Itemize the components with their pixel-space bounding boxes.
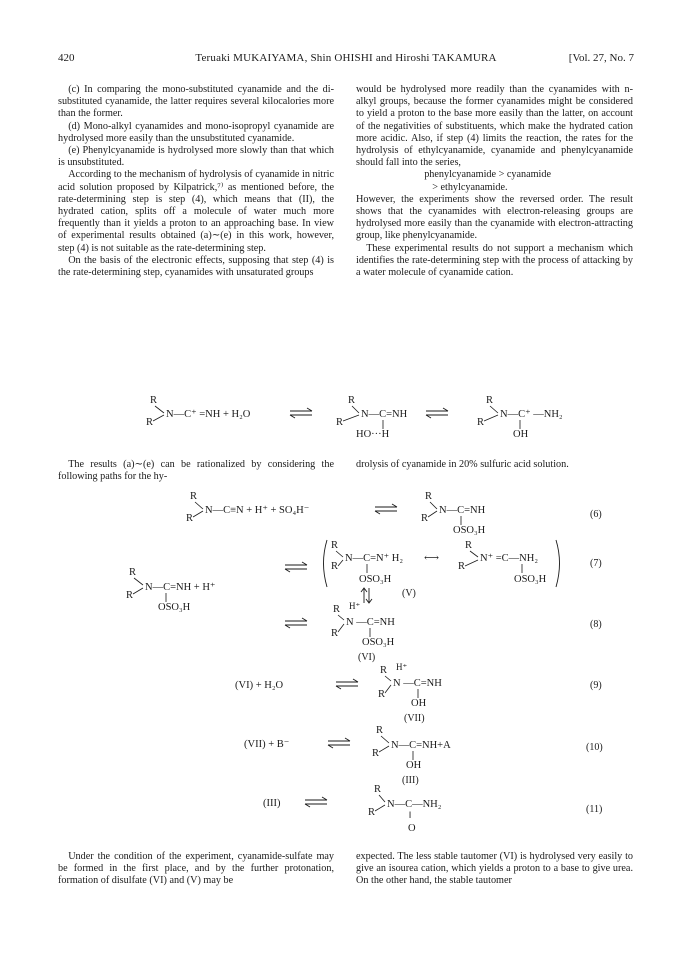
substituent-r: R [150, 395, 158, 406]
equation-number: (9) [590, 680, 602, 691]
substituent-r: R [333, 604, 341, 615]
formula: (VII) + B⁻ [244, 739, 290, 750]
formula-substituent: OSO₃H [514, 574, 547, 585]
substituent-r: R [331, 628, 339, 639]
paragraph: On the basis of the electronic effects, supposing that step (4) is the rate-determining step, cyanamides with unsaturated groups [58, 254, 334, 279]
left-column-bottom [58, 851, 334, 888]
formula: N—C=NH [439, 505, 486, 516]
substituent-r: R [425, 491, 433, 502]
paragraph: expected. The less stable tautomer (VI) is hydrolysed very easily to give an isourea cation, which yields a proton to a base to give urea. On the other hand, the stable tautomer [356, 851, 633, 887]
substituent-r: R [374, 784, 382, 795]
formula-substituent: OH [411, 698, 427, 709]
formula: N—C≡N + H⁺ + SO₄H⁻ [205, 505, 310, 516]
paragraph: (d) Mono-alkyl cyanamides and mono-isopropyl cyanamide are hydrolysed more easily than the unsubstituted cyanamide. [58, 120, 334, 144]
substituent-r: R [331, 561, 339, 572]
substituent-r: R [378, 689, 386, 700]
paragraph: The results (a)∼(e) can be rationalized by considering the following paths for the hy- [58, 459, 334, 483]
equation-number: (11) [586, 804, 603, 815]
rate-series-line-1: phenylcyanamide > cyanamide [424, 169, 551, 181]
substituent-r: R [368, 807, 376, 818]
substituent-r: R [477, 417, 485, 428]
reactant-sulfate [126, 567, 215, 613]
formula-substituent: OSO₃H [453, 525, 486, 536]
equation-10 [244, 725, 603, 786]
compound-label: (VII) [404, 713, 425, 724]
paragraph: These experimental results do not support a mechanism which identifies the rate-determining step with the process of attacking by a water molecule of cyanamide cation. [356, 242, 633, 279]
equation-6 [186, 491, 602, 536]
equation-8 [285, 601, 602, 663]
formula: N—C⁺ —NH₂ [500, 409, 563, 420]
formula-substituent: O [408, 823, 416, 834]
equation-top [146, 395, 563, 440]
proton-label: H⁺ [396, 662, 408, 672]
running-title: Teruaki MUKAIYAMA, Shin OHISHI and Hiroshi TAKAMURA [195, 52, 497, 64]
paragraph: According to the mechanism of hydrolysis of cyanamide in nitric acid solution proposed by Kilpatrick,⁷⁾ as mentioned before, the rate-determining step is step (4), which means that (II), the hydrated cation, splits off a molecule of water much more frequently than it yields a proton to an approaching base. In view of experimental results obtained (a)∼(e) in this work, however, step (4) is not suitable as the rate-determining step. [58, 169, 334, 254]
formula: N—C—NH₂ [387, 799, 442, 810]
formula: N—C⁺ =NH + H₂O [166, 409, 251, 420]
formula: N—C=NH [361, 409, 408, 420]
substituent-r: R [129, 567, 137, 578]
paragraph: However, the experiments show the reversed order. The result shows that the cyanamides with electron-releasing groups are hydrolysed more easily than the cyanamide with electron-attracting group, like phenylcyanamide. [356, 193, 633, 242]
formula: N—C=NH+A [391, 740, 451, 751]
formula: N—C=N⁺ H₂ [345, 553, 404, 564]
equation-number: (6) [590, 509, 602, 520]
formula-substituent: HO···H [356, 429, 390, 440]
formula: N—C=NH + H⁺ [145, 582, 216, 593]
substituent-r: R [186, 513, 194, 524]
substituent-r: R [348, 395, 356, 406]
substituent-r: R [380, 665, 388, 676]
substituent-r: R [465, 540, 473, 551]
substituent-r: R [458, 561, 466, 572]
substituent-r: R [486, 395, 494, 406]
equation-number: (7) [590, 558, 602, 569]
paragraph: drolysis of cyanamide in 20% sulfuric acid solution. [356, 459, 569, 470]
equation-9 [235, 662, 602, 724]
volume-info: [Vol. 27, No. 7 [568, 52, 634, 64]
formula-substituent: OH [406, 760, 422, 771]
formula-substituent: OSO₃H [158, 602, 191, 613]
formula: N⁺ =C—NH₂ [480, 553, 539, 564]
substituent-r: R [336, 417, 344, 428]
substituent-r: R [376, 725, 384, 736]
paragraph: (c) In comparing the mono-substituted cyanamide and the di-substituted cyanamide, the latter requires several kilocalories more than the former. [58, 84, 334, 120]
substituent-r: R [372, 748, 380, 759]
paragraph: would be hydrolysed more readily than the cyanamides with n-alkyl groups, because the former cyanamides might be considered to yield a proton to the base more easily than the latter, on account of the negativities of substituents, which make the hydrated cation more acidic. Also, if step (4) limits the reaction, the rates for the hydrolysis of ethylcyanamide, cyanamide and phenylcyanamide should fall into the series, [356, 84, 633, 169]
right-column-bottom [356, 851, 633, 888]
equation-11 [263, 784, 602, 834]
formula-substituent: OH [513, 429, 529, 440]
equation-number: (10) [586, 742, 603, 753]
formula: N —C=NH [346, 617, 395, 628]
paragraph: (e) Phenylcyanamide is hydrolysed more slowly than that which is unsubstituted. [58, 145, 334, 169]
resonance-arrow: ⟷ [424, 553, 440, 564]
page-number: 420 [58, 52, 75, 64]
compound-label: (III) [402, 775, 419, 786]
formula: N —C=NH [393, 678, 442, 689]
substituent-r: R [190, 491, 198, 502]
formula-substituent: OSO₃H [362, 637, 395, 648]
compound-label: (VI) [358, 652, 376, 663]
substituent-r: R [331, 540, 339, 551]
formula: (VI) + H₂O [235, 680, 284, 691]
proton-label: H⁺ [349, 601, 361, 611]
compound-label: (V) [402, 588, 416, 599]
double-bond: ‖ [409, 810, 412, 820]
paragraph: Under the condition of the experiment, cyanamide-sulfate may be formed in the first place, and by the further protonation, formation of disulfate (VI) and (V) may be [58, 851, 334, 887]
equation-number: (8) [590, 619, 602, 630]
equation-7 [285, 540, 602, 603]
substituent-r: R [146, 417, 154, 428]
rate-series-line-2: > ethylcyanamide. [432, 181, 508, 193]
formula-substituent: OSO₃H [359, 574, 392, 585]
formula: (III) [263, 798, 281, 809]
substituent-r: R [126, 590, 134, 601]
substituent-r: R [421, 513, 429, 524]
